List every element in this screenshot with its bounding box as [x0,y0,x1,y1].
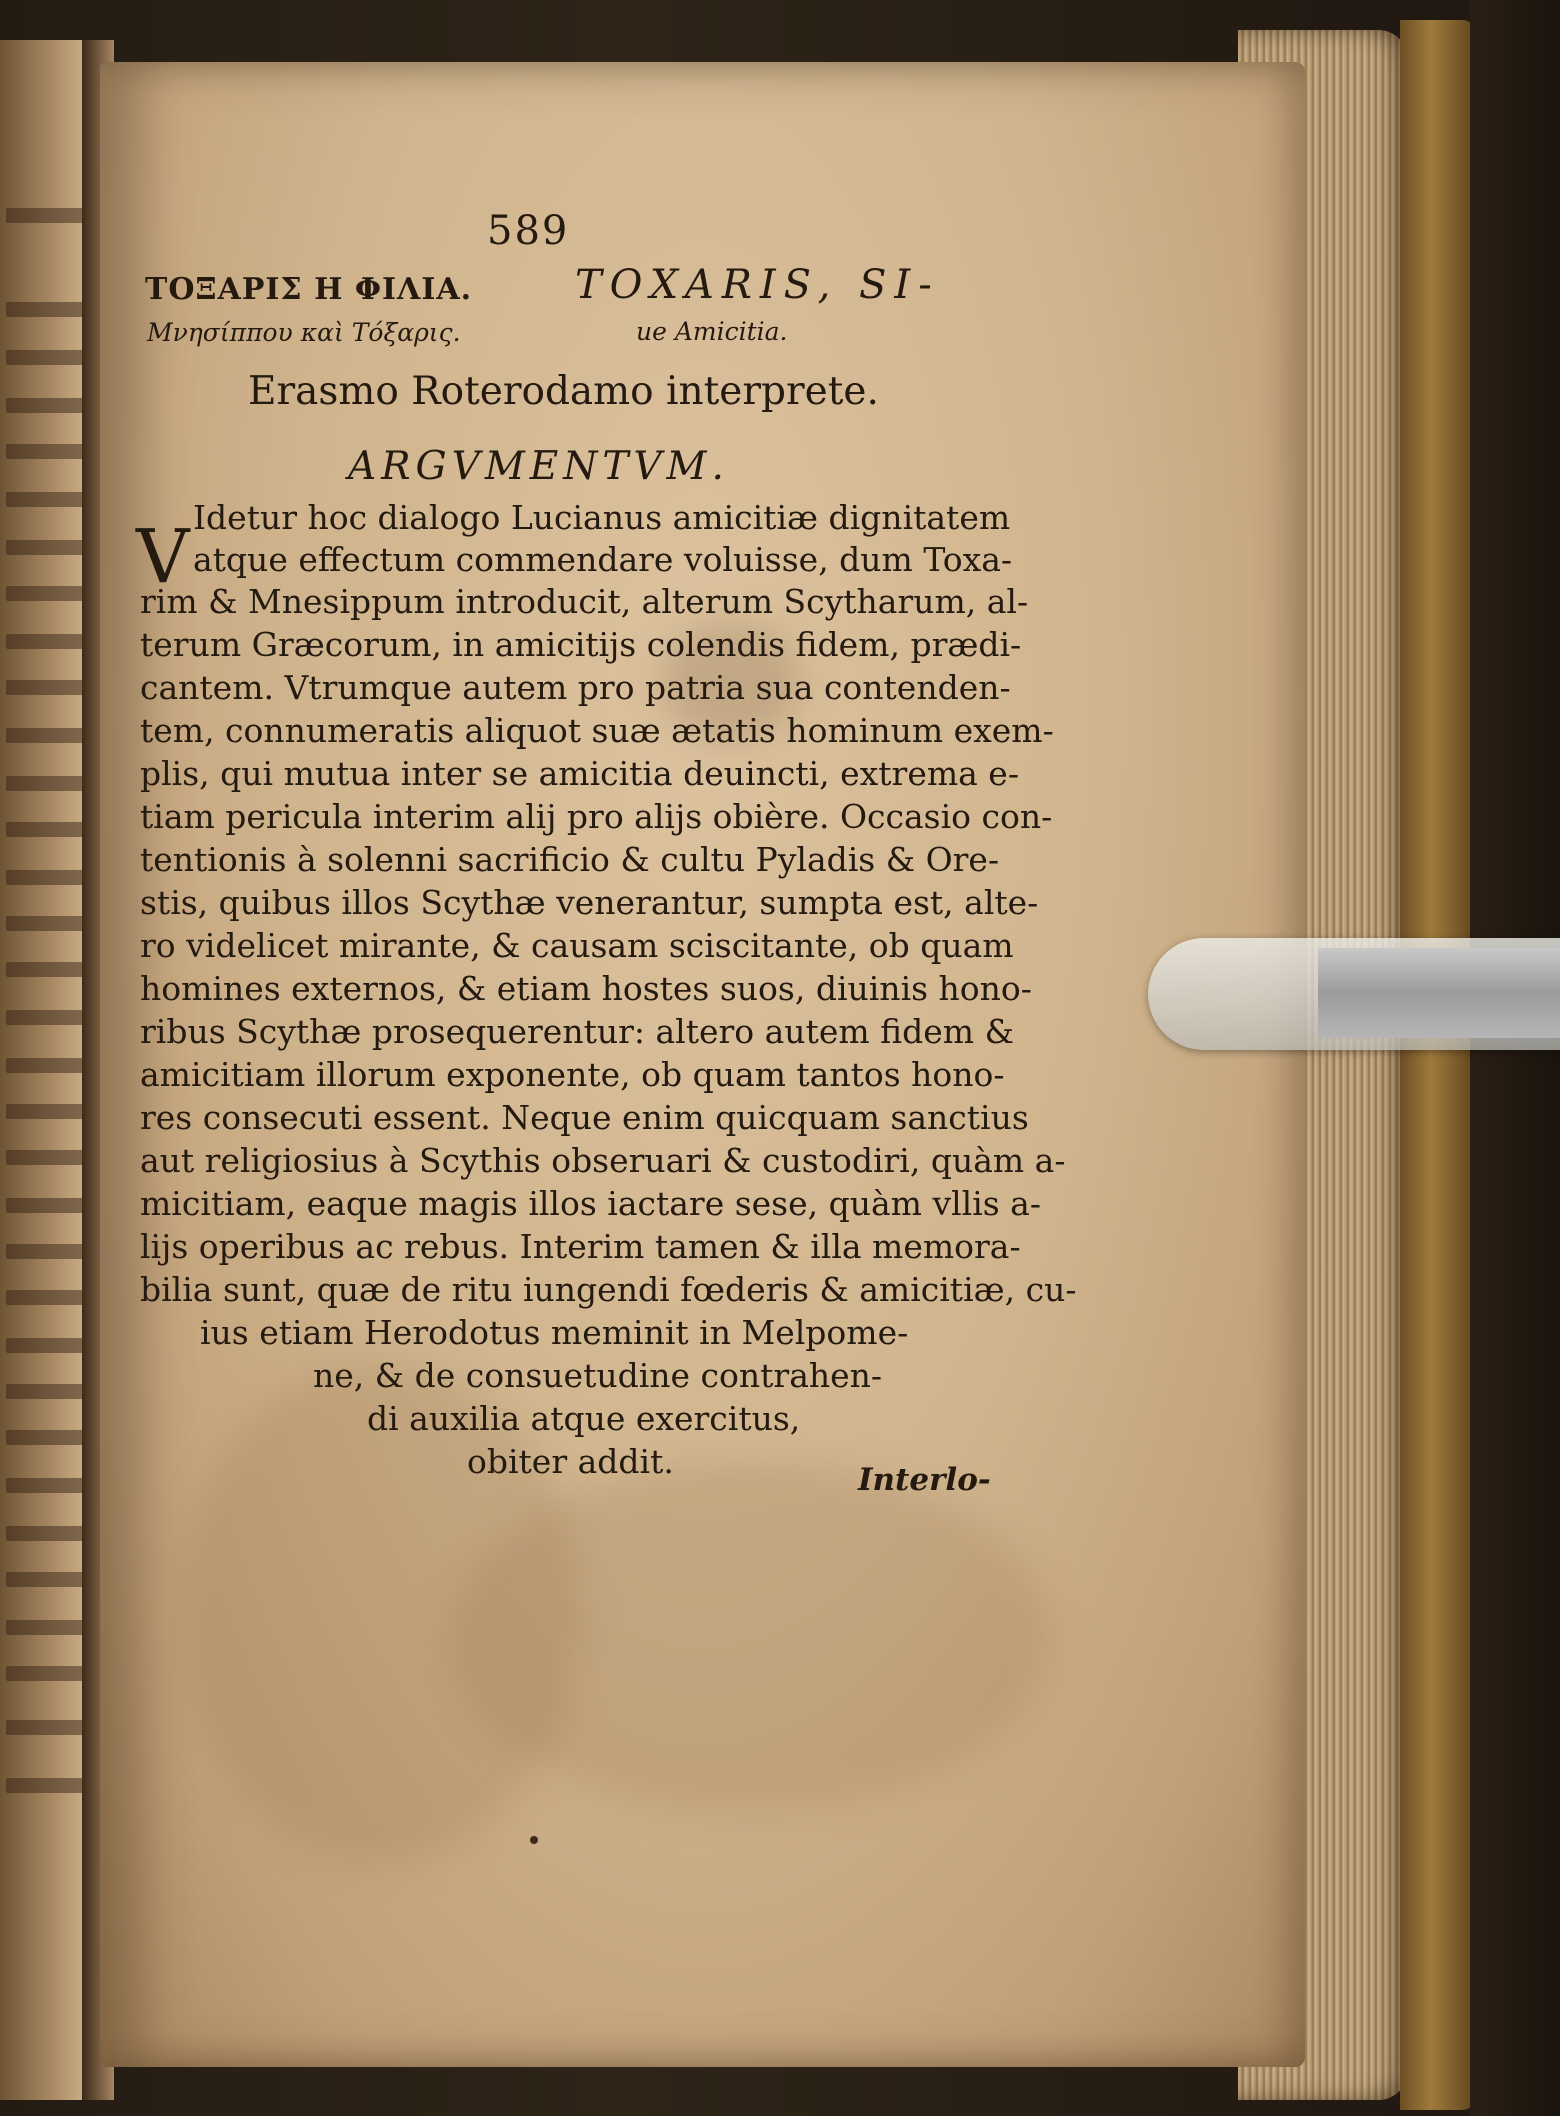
latin-title: TOXARIS, SI- [575,262,940,308]
body-line: atque effectum commendare voluisse, dum Toxa- [193,540,1013,579]
body-line: tentionis à solenni sacrificio & cultu Pyladis & Ore- [140,840,1000,879]
background-right [1470,0,1560,2116]
book-cover-edge [1400,20,1478,2110]
body-line: di auxilia atque exercitus, [367,1399,801,1438]
body-line: plis, qui mutua inter se amicitia deuincti, extrema e- [140,754,1019,793]
body-line: ius etiam Herodotus meminit in Melpome- [200,1313,909,1352]
body-line: obiter addit. [467,1442,674,1481]
interpreter-line: Erasmo Roterodamo interprete. [248,369,879,414]
body-line: tem, connumeratis aliquot suæ ætatis hominum exem- [140,711,1054,750]
body-line: res consecuti essent. Neque enim quicquam sanctius [140,1098,1029,1137]
greek-subtitle: Μνησίππου καὶ Τόξαρις. [147,318,461,347]
body-line: ro videlicet mirante, & causam sciscitante, ob quam [140,926,1014,965]
latin-subtitle: ue Amicitia. [636,317,788,346]
body-line: Idetur hoc dialogo Lucianus amicitiæ dignitatem [193,498,1011,537]
catchword: Interlo- [858,1462,991,1498]
body-line: cantem. Vtrumque autem pro patria sua contenden- [140,668,1011,707]
ink-speck [530,1836,538,1844]
body-line: homines externos, & etiam hostes suos, diuinis hono- [140,969,1032,1008]
body-line: ribus Scythæ prosequerentur: altero autem fidem & [140,1012,1014,1051]
body-line: lijs operibus ac rebus. Interim tamen & illa memora- [140,1227,1021,1266]
body-line: bilia sunt, quæ de ritu iungendi fœderis & amicitiæ, cu- [140,1270,1077,1309]
left-page-fragment [0,40,95,2100]
argument-heading: ARGVMENTVM. [348,444,729,489]
drop-cap: V [136,514,190,600]
body-line: tiam pericula interim alij pro alijs obière. Occasio con- [140,797,1053,836]
body-line: amicitiam illorum exponente, ob quam tantos hono- [140,1055,1005,1094]
greek-title: ΤΟΞΑΡΙΣ Η ΦΙΛΙΑ. [145,272,473,307]
body-line: terum Græcorum, in amicitijs colendis fidem, prædi- [140,625,1022,664]
metal-strip [1318,948,1560,1038]
body-line: stis, quibus illos Scythæ venerantur, sumpta est, alte- [140,883,1039,922]
page-number: 589 [487,208,570,254]
body-line: aut religiosius à Scythis obseruari & custodiri, quàm a- [140,1141,1066,1180]
body-line: rim & Mnesippum introducit, alterum Scytharum, al- [140,582,1029,621]
body-line: ne, & de consuetudine contrahen- [313,1356,883,1395]
body-line: micitiam, eaque magis illos iactare sese, quàm vllis a- [140,1184,1042,1223]
